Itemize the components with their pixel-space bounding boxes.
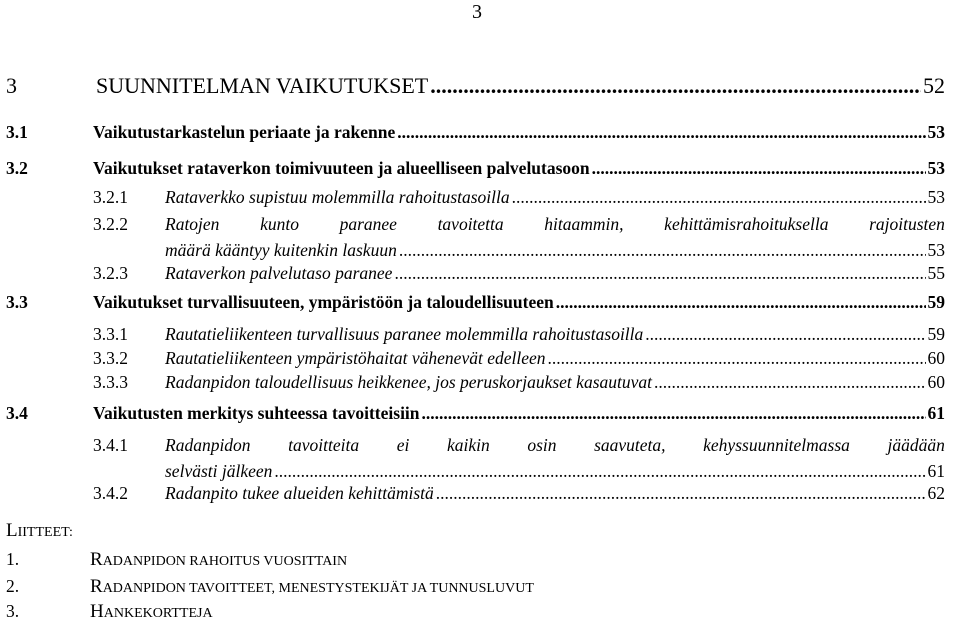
toc-page: 59 bbox=[927, 292, 945, 312]
toc-word: Ratojen bbox=[165, 214, 220, 234]
heading-initial: L bbox=[6, 520, 18, 541]
toc-number: 3.4.2 bbox=[93, 483, 128, 503]
toc-page: 62 bbox=[927, 483, 945, 503]
dot-leader bbox=[274, 461, 925, 482]
appendix-item-2[interactable] bbox=[6, 576, 534, 598]
appendix-number: 1. bbox=[6, 549, 20, 569]
toc-word: kehittämisrahoituksella bbox=[664, 214, 829, 234]
dot-leader bbox=[397, 122, 925, 143]
appendix-initial: H bbox=[90, 601, 104, 622]
toc-title: Vaikutukset rataverkon toimivuuteen ja alueelliseen palvelutasoon bbox=[93, 158, 590, 178]
page-number: 3 bbox=[472, 1, 482, 23]
appendix-rest: ADANPIDON RAHOITUS VUOSITTAIN bbox=[102, 554, 348, 569]
dot-leader bbox=[645, 324, 925, 345]
toc-title: Vaikutustarkastelun periaate ja rakenne bbox=[93, 122, 396, 142]
toc-page: 53 bbox=[927, 158, 945, 178]
toc-title: Rataverkon palvelutaso paranee bbox=[165, 263, 393, 283]
toc-section-3-2-1[interactable] bbox=[93, 187, 945, 208]
dot-leader bbox=[512, 187, 926, 208]
toc-title: Vaikutukset turvallisuuteen, ympäristöön ja taloudellisuuteen bbox=[93, 292, 554, 312]
toc-page: 60 bbox=[927, 372, 945, 392]
toc-section-3-3-2[interactable] bbox=[93, 348, 945, 369]
appendix-item-3[interactable] bbox=[6, 601, 213, 623]
toc-number: 3.2 bbox=[6, 158, 28, 178]
toc-title: Rautatieliikenteen ympäristöhaitat vähenevät edelleen bbox=[165, 348, 546, 368]
appendix-rest: ADANPIDON TAVOITTEET, MENESTYSTEKIJÄT JA TUNNUSLUVUT bbox=[102, 581, 534, 596]
toc-page: 55 bbox=[927, 263, 945, 283]
appendix-number: 3. bbox=[6, 601, 20, 621]
dot-leader bbox=[592, 158, 926, 179]
toc-section-3-4-2[interactable] bbox=[93, 483, 945, 504]
appendix-title bbox=[90, 549, 347, 571]
toc-word: kaikin bbox=[446, 435, 490, 455]
appendix-title bbox=[90, 601, 213, 623]
toc-section-3-4-1[interactable] bbox=[93, 435, 945, 482]
toc-title-line2: määrä kääntyy kuitenkin laskuun bbox=[165, 240, 397, 260]
toc-section-3-3[interactable] bbox=[6, 292, 945, 313]
toc-word: hitaammin, bbox=[544, 214, 624, 234]
heading-rest: IITTEET: bbox=[17, 525, 73, 540]
toc-section-3-1[interactable] bbox=[6, 122, 945, 143]
toc-section-3-2-3[interactable] bbox=[93, 263, 945, 284]
toc-word: tavoitteita bbox=[288, 435, 360, 455]
toc-number: 3.2.2 bbox=[93, 214, 128, 234]
toc-section-3-2[interactable] bbox=[6, 158, 945, 179]
toc-number: 3.4.1 bbox=[93, 435, 128, 455]
toc-number: 3.3 bbox=[6, 292, 28, 312]
toc-word: Radanpidon bbox=[165, 435, 251, 455]
toc-title-line2: selvästi jälkeen bbox=[165, 461, 273, 481]
toc-word: kehyssuunnitelmassa bbox=[703, 435, 850, 455]
toc-page: 61 bbox=[927, 461, 945, 481]
dot-leader bbox=[548, 348, 926, 369]
toc-number: 3 bbox=[6, 73, 17, 98]
toc-title-line1 bbox=[165, 214, 945, 235]
toc-section-3-2-2[interactable] bbox=[93, 214, 945, 261]
toc-word: kunto bbox=[260, 214, 299, 234]
dot-leader bbox=[394, 263, 925, 284]
toc-word: rajoitusten bbox=[869, 214, 945, 234]
toc-title: Radanpito tukee alueiden kehittämistä bbox=[165, 483, 434, 503]
appendix-rest: ANKEKORTTEJA bbox=[103, 606, 213, 621]
toc-chapter-3[interactable] bbox=[6, 73, 945, 99]
toc-page: 61 bbox=[927, 403, 945, 423]
toc-number: 3.2.3 bbox=[93, 263, 128, 283]
toc-word: tavoitetta bbox=[437, 214, 504, 234]
appendix-initial: R bbox=[90, 549, 103, 570]
dot-leader bbox=[399, 240, 926, 261]
toc-title-line1 bbox=[165, 435, 945, 456]
toc-page: 60 bbox=[927, 348, 945, 368]
dot-leader bbox=[430, 73, 921, 99]
toc-number: 3.3.3 bbox=[93, 372, 128, 392]
dot-leader bbox=[436, 483, 926, 504]
toc-number: 3.3.2 bbox=[93, 348, 128, 368]
toc-number: 3.4 bbox=[6, 403, 28, 423]
toc-title: Vaikutusten merkitys suhteessa tavoitteisiin bbox=[93, 403, 420, 423]
toc-section-3-3-3[interactable] bbox=[93, 372, 945, 393]
toc-title: Rataverkko supistuu molemmilla rahoitustasoilla bbox=[165, 187, 510, 207]
appendix-initial: R bbox=[90, 576, 103, 597]
toc-number: 3.1 bbox=[6, 122, 28, 142]
toc-word: jäädään bbox=[887, 435, 945, 455]
toc-page: 59 bbox=[927, 324, 945, 344]
dot-leader bbox=[654, 372, 926, 393]
toc-number: 3.3.1 bbox=[93, 324, 128, 344]
toc-number: 3.2.1 bbox=[93, 187, 128, 207]
appendix-title bbox=[90, 576, 534, 598]
toc-title: Rautatieliikenteen turvallisuus paranee molemmilla rahoitustasoilla bbox=[165, 324, 644, 344]
dot-leader bbox=[422, 403, 926, 424]
toc-title: Radanpidon taloudellisuus heikkenee, jos peruskorjaukset kasautuvat bbox=[165, 372, 652, 392]
toc-word: paranee bbox=[339, 214, 397, 234]
appendix-number: 2. bbox=[6, 576, 20, 596]
toc-page: 53 bbox=[927, 240, 945, 260]
toc-word: saavuteta, bbox=[594, 435, 666, 455]
toc-page: 53 bbox=[927, 122, 945, 142]
toc-section-3-4[interactable] bbox=[6, 403, 945, 424]
toc-page: 52 bbox=[923, 73, 945, 98]
toc-page: 53 bbox=[927, 187, 945, 207]
toc-word: ei bbox=[396, 435, 410, 455]
appendices-heading bbox=[6, 520, 73, 542]
appendix-item-1[interactable] bbox=[6, 549, 347, 571]
toc-word: osin bbox=[527, 435, 557, 455]
toc-title: SUUNNITELMAN VAIKUTUKSET bbox=[96, 73, 429, 98]
dot-leader bbox=[556, 292, 926, 313]
toc-section-3-3-1[interactable] bbox=[93, 324, 945, 345]
